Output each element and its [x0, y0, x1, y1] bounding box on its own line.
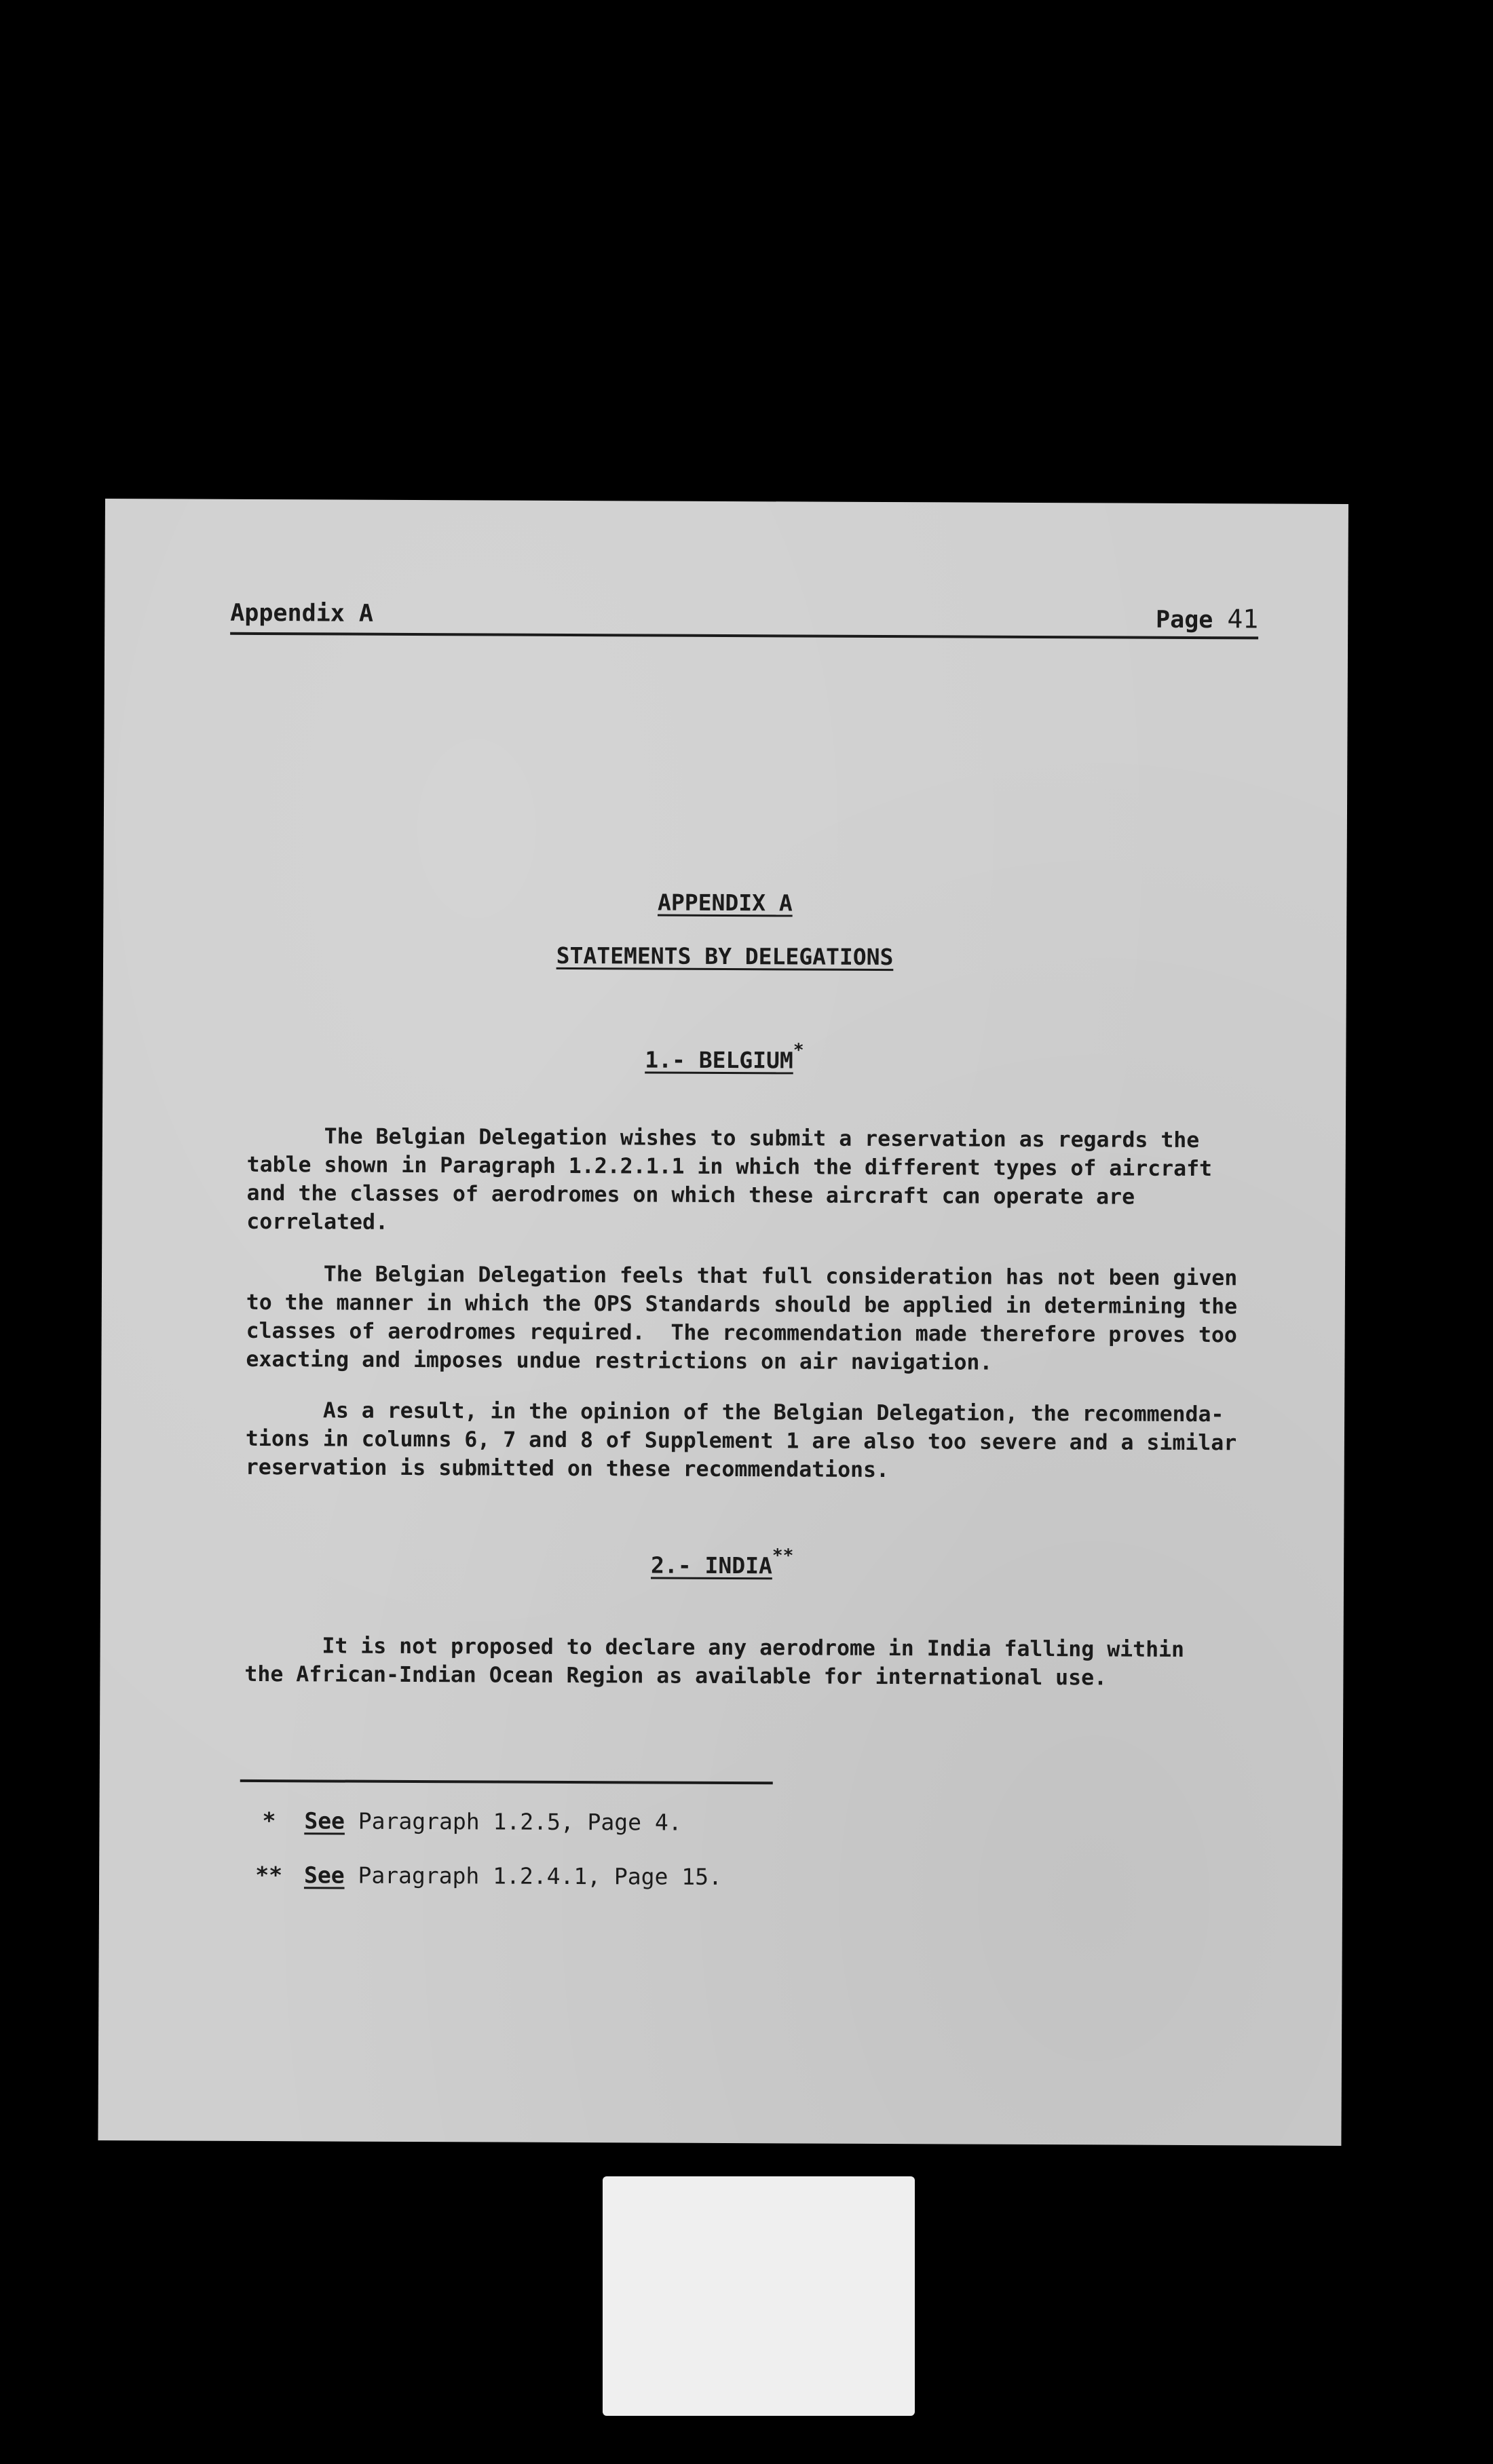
text-line: the African-Indian Ocean Region as available for international use. [244, 1661, 1108, 1691]
section-heading-belgium [102, 1041, 1346, 1076]
text-line: exacting and imposes undue restrictions on air navigation. [246, 1347, 993, 1375]
header-page-value: 41 [1227, 604, 1259, 634]
text-line: classes of aerodromes required. The recommendation made therefore proves too [246, 1318, 1237, 1348]
belgium-paragraph-3 [246, 1396, 1305, 1486]
text-line: The Belgian Delegation wishes to submit a reservation as regards the [246, 1123, 1200, 1153]
belgium-paragraph-2 [246, 1260, 1305, 1379]
text-line: tions in columns 6, 7 and 8 of Supplement 1 are also too severe and a similar [245, 1426, 1237, 1456]
header-appendix-label: Appendix A [230, 599, 374, 628]
text-line: As a result, in the opinion of the Belgian Delegation, the recommenda- [246, 1398, 1224, 1427]
text-line: correlated. [246, 1209, 389, 1235]
document-page [98, 499, 1348, 2146]
footnote-see: See [304, 1807, 345, 1834]
footnote-divider [240, 1779, 773, 1784]
footnote-marker: ** [255, 1861, 283, 1889]
blank-card [603, 2176, 915, 2416]
india-paragraph [244, 1632, 1303, 1693]
section-heading-india [100, 1547, 1344, 1581]
text-line: table shown in Paragraph 1.2.2.1.1 in which the different types of aircraft [246, 1152, 1213, 1182]
footnote-marker: * [262, 1807, 276, 1834]
footnote-text: Paragraph 1.2.4.1, Page 15. [344, 1862, 723, 1890]
footnote-2 [247, 1862, 722, 1890]
header-page-number [1156, 604, 1258, 634]
appendix-title: APPENDIX A [657, 889, 793, 917]
footnote-see: See [303, 1862, 345, 1889]
text-line: The Belgian Delegation feels that full consideration has not been given [246, 1261, 1238, 1291]
statements-title: STATEMENTS BY DELEGATIONS [556, 942, 894, 971]
text-line: to the manner in which the OPS Standards should be applied in determining the [246, 1290, 1238, 1320]
text-line: and the classes of aerodromes on which these aircraft can operate are [246, 1180, 1135, 1210]
footnote-marker: * [793, 1040, 804, 1061]
footnote-text: Paragraph 1.2.5, Page 4. [344, 1807, 682, 1836]
footnote-1 [247, 1807, 681, 1836]
section-heading-label: 2.- INDIA [651, 1552, 772, 1579]
section-heading-label: 1.- BELGIUM [645, 1046, 793, 1074]
belgium-paragraph-1 [246, 1122, 1306, 1241]
footnote-marker: ** [772, 1545, 794, 1566]
text-line: reservation is submitted on these recommendations. [245, 1455, 890, 1483]
page-header [230, 600, 1258, 640]
text-line: It is not proposed to declare any aerodrome in India falling within [244, 1633, 1185, 1662]
header-page-label: Page [1156, 606, 1213, 634]
